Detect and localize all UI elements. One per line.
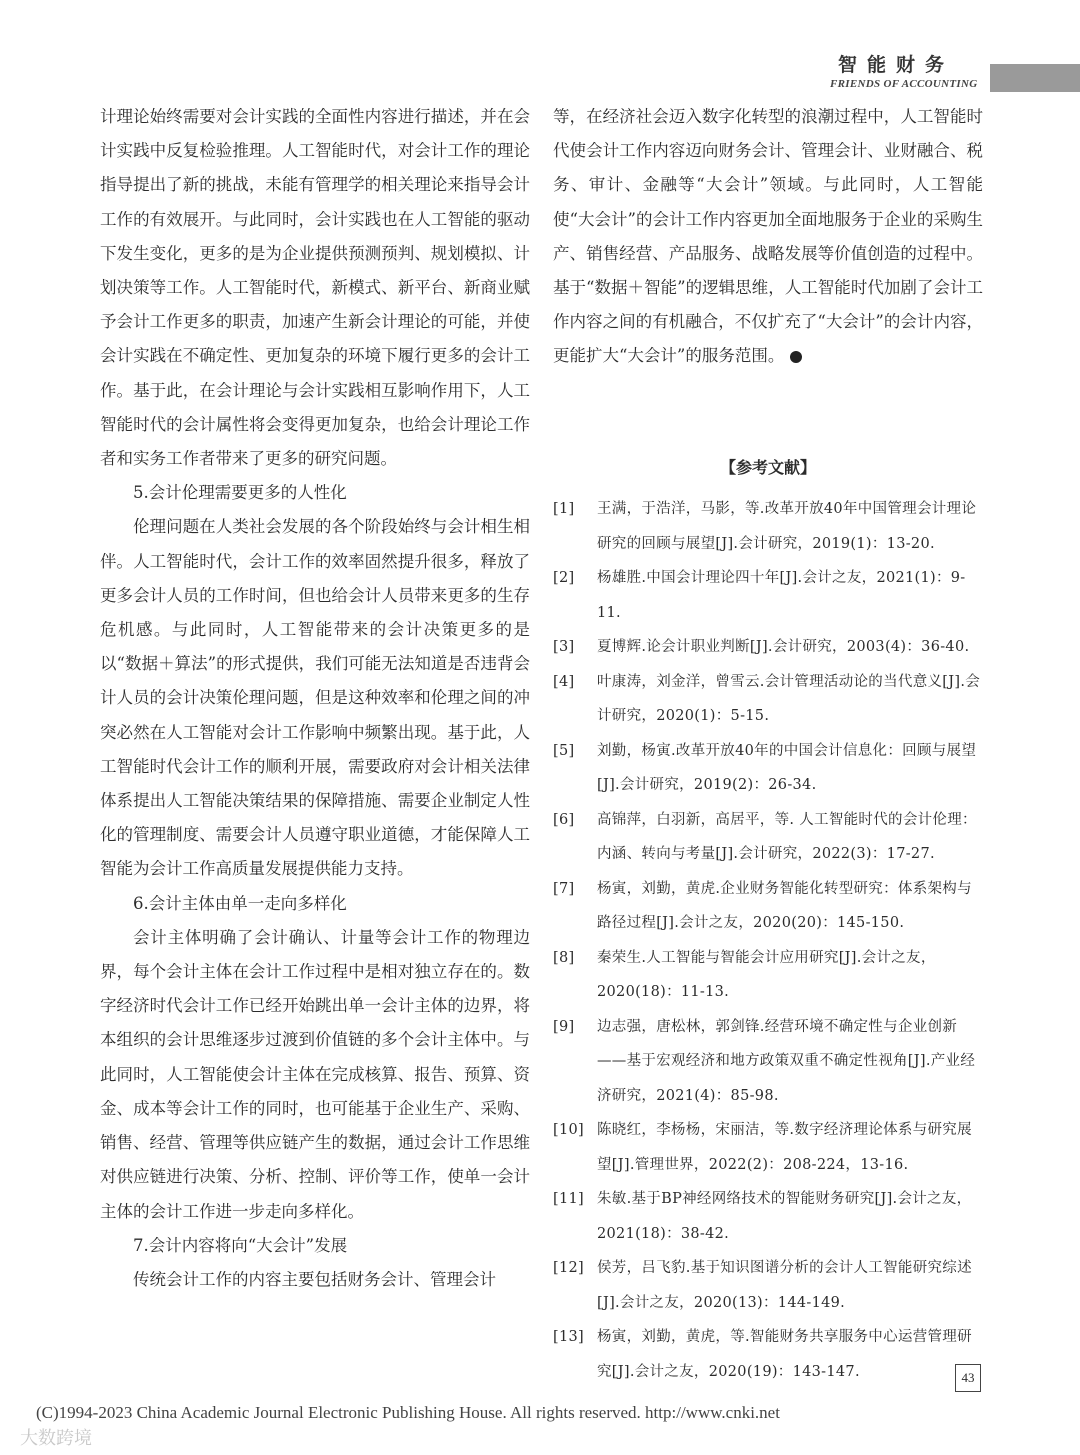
right-column (553, 100, 983, 374)
reference-number: [11] (553, 1191, 584, 1207)
page-number: 43 (955, 1364, 981, 1392)
reference-item (553, 492, 983, 561)
paragraph: 等，在经济社会迈入数字化转型的浪潮过程中，人工智能时代使会计工作内容迈向财务会计、管理会计、业财融合、税务、审计、金融等“大会计”领域。与此同时，人工智能使“大会计”的会计工作内容更加全面地服务于企业的采购生产、销售经营、产品服务、战略发展等价值创造的过程中。基于“数据＋智能”的逻辑思维，人工智能时代加剧了会计工作内容之间的有机融合，不仅扩充了“大会计”的会计内容，更能扩大“大会计”的服务范围。 (553, 107, 983, 366)
reference-number: [7] (553, 880, 575, 897)
reference-item (553, 630, 983, 665)
paragraph: 传统会计工作的内容主要包括财务会计、管理会计 (133, 1269, 496, 1289)
left-column (100, 100, 530, 1297)
reference-number: [1] (553, 501, 575, 517)
reference-number: [4] (553, 673, 575, 690)
references-section (553, 455, 983, 1389)
reference-text: 刘勤，杨寅.改革开放40年的中国会计信息化：回顾与展望[J].会计研究，2019(2)：26-34. (597, 742, 977, 793)
reference-text: 叶康涛，刘金洋，曾雪云.会计管理活动论的当代意义[J].会计研究，2020(1)：5-15. (597, 673, 981, 724)
reference-text: 边志强，唐松林，郭剑锋.经营环境不确定性与企业创新——基于宏观经济和地方政策双重不确定性视角[J].产业经济研究，2021(4)：85-98. (597, 1018, 976, 1104)
reference-text: 杨寅，刘勤，黄虎.企业财务智能化转型研究：体系架构与路径过程[J].会计之友，2020(20)：145-150. (597, 880, 972, 931)
reference-text: 杨寅，刘勤，黄虎，等.智能财务共享服务中心运营管理研究[J].会计之友，2020(19)：143-147. (597, 1329, 972, 1380)
reference-number: [12] (553, 1260, 584, 1276)
reference-item (553, 1251, 983, 1320)
reference-number: [3] (553, 639, 575, 655)
reference-text: 高锦萍，白羽新，高居平，等. 人工智能时代的会计伦理：内涵、转向与考量[J].会计研究，2022(3)：17-27. (597, 811, 977, 862)
paragraph: 计理论始终需要对会计实践的全面性内容进行描述，并在会计实践中反复检验推理。人工智能时代，对会计工作的理论指导提出了新的挑战，未能有管理学的相关理论来指导会计工作的有效展开。与此同时，会计实践也在人工智能的驱动下发生变化，更多的是为企业提供预测预判、规划模拟、计划决策等工作。人工智能时代，新模式、新平台、新商业赋予会计工作更多的职责，加速产生新会计理论的可能，并使会计实践在不确定性、更加复杂的环境下履行更多的会计工作。基于此，在会计理论与会计实践相互影响作用下，人工智能时代的会计属性将会变得更加复杂，也给会计理论工作者和实务工作者带来了更多的研究问题。 (100, 107, 530, 469)
reference-number: [13] (553, 1329, 584, 1345)
reference-item (553, 1113, 983, 1182)
reference-number: [8] (553, 949, 575, 966)
reference-item (553, 1320, 983, 1389)
reference-text: 朱敏.基于BP神经网络技术的智能财务研究[J].会计之友，2021(18)：38-42. (597, 1191, 972, 1242)
reference-item (553, 665, 983, 734)
reference-number: [6] (553, 811, 575, 828)
reference-item (553, 734, 983, 803)
reference-item (553, 1010, 983, 1114)
reference-list (553, 492, 983, 1389)
section-heading: 5.会计伦理需要更多的人性化 (133, 483, 347, 503)
section-heading: 7.会计内容将向“大会计”发展 (133, 1235, 348, 1255)
reference-item (553, 872, 983, 941)
reference-item (553, 803, 983, 872)
journal-title: 智能财务 (838, 54, 955, 76)
paragraph: 会计主体明确了会计确认、计量等会计工作的物理边界，每个会计主体在会计工作过程中是相对独立存在的。数字经济时代会计工作已经开始跳出单一会计主体的边界，将本组织的会计思维逐步过渡到价值链的多个会计主体中。与此同时，人工智能使会计主体在完成核算、报告、预算、资金、成本等会计工作的同时，也可能基于企业生产、采购、销售、经营、管理等供应链产生的数据，通过会计工作思维对供应链进行决策、分析、控制、评价等工作，使单一会计主体的会计工作进一步走向多样化。 (100, 927, 530, 1221)
watermark: 大数跨境 (20, 1428, 92, 1449)
reference-text: 杨雄胜.中国会计理论四十年[J].会计之友，2021(1)：9-11. (597, 570, 966, 621)
reference-number: [10] (553, 1122, 584, 1138)
section-heading: 6.会计主体由单一走向多样化 (133, 893, 347, 913)
reference-item (553, 1182, 983, 1251)
reference-text: 侯芳，吕飞豹.基于知识图谱分析的会计人工智能研究综述[J].会计之友，2020(13)：144-149. (597, 1260, 972, 1311)
reference-number: [5] (553, 742, 575, 759)
reference-number: [9] (553, 1018, 575, 1035)
reference-item (553, 941, 983, 1010)
end-mark-icon (790, 351, 802, 363)
journal-subtitle: FRIENDS OF ACCOUNTING (830, 78, 978, 90)
copyright-notice: (C)1994-2023 China Academic Journal Electronic Publishing House. All rights reserved. http://www.cnki.net (36, 1403, 780, 1422)
references-title: 【参考文献】 (719, 458, 816, 477)
paragraph: 伦理问题在人类社会发展的各个阶段始终与会计相生相伴。人工智能时代，会计工作的效率固然提升很多，释放了更多会计人员的工作时间，但也给会计人员带来更多的生存危机感。与此同时，人工智能带来的会计决策更多的是以“数据＋算法”的形式提供，我们可能无法知道是否违背会计人员的会计决策伦理问题，但是这种效率和伦理之间的冲突必然在人工智能对会计工作影响中频繁出现。基于此，人工智能时代会计工作的顺利开展，需要政府对会计相关法律体系提出人工智能决策结果的保障措施、需要企业制定人性化的管理制度、需要会计人员遵守职业道德，才能保障人工智能为会计工作高质量发展提供能力支持。 (100, 517, 530, 879)
reference-item (553, 561, 983, 630)
paragraph-with-end (553, 100, 983, 374)
reference-text: 陈晓红，李杨杨，宋丽洁，等.数字经济理论体系与研究展望[J].管理世界，2022(2)：208-224，13-16. (597, 1122, 972, 1173)
reference-number: [2] (553, 570, 575, 586)
reference-text: 秦荣生.人工智能与智能会计应用研究[J].会计之友，2020(18)：11-13. (597, 949, 936, 1000)
reference-text: 王满，于浩洋，马影，等.改革开放40年中国管理会计理论研究的回顾与展望[J].会计研究，2019(1)：13-20. (597, 501, 977, 552)
reference-text: 夏博辉.论会计职业判断[J].会计研究，2003(4)：36-40. (597, 639, 970, 655)
header-bar (990, 64, 1080, 92)
